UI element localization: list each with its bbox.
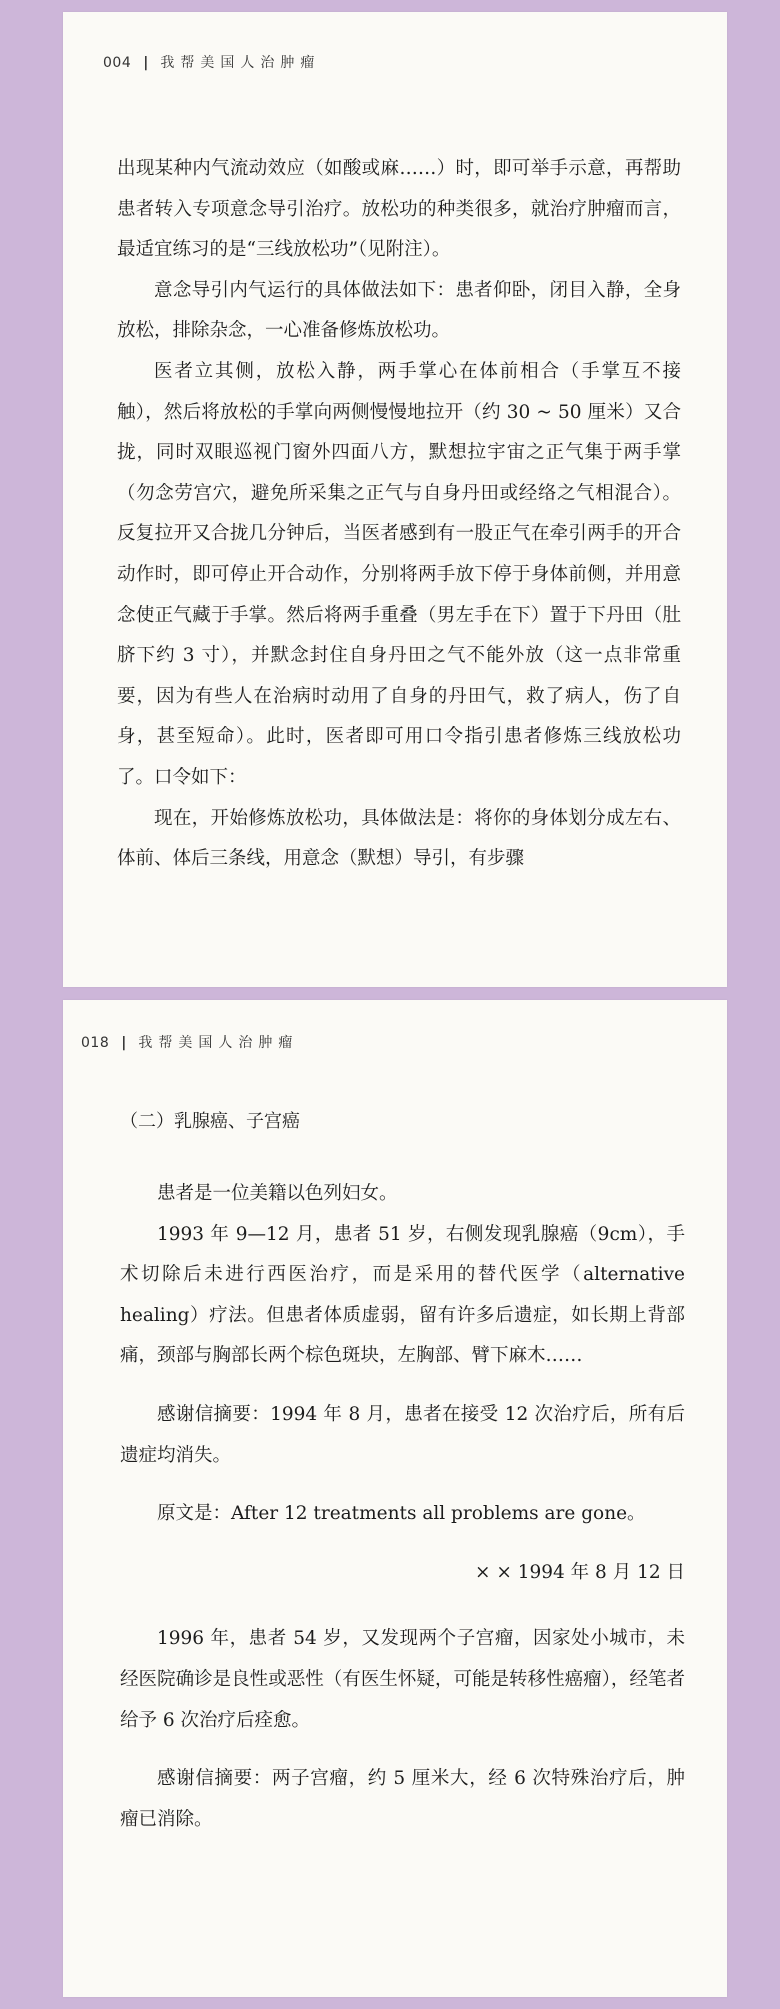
page-header [103,52,320,72]
page-body [120,1110,685,1840]
paragraph: 1996 年，患者 54 岁，又发现两个子宫瘤，因家处小城市，未经医院确诊是良性或恶性（有医生怀疑，可能是转移性癌瘤），经笔者给予 6 次治疗后痊愈。 [120,1628,685,1731]
paragraph: 医者立其侧，放松入静，两手掌心在体前相合（手掌互不接触），然后将放松的手掌向两侧慢慢地拉开（约 30 ~ 50 厘米）又合拢，同时双眼巡视门窗外四面八方，默想拉宇宙之正气集于两手掌（勿念劳宫穴，避免所采集之正气与自身丹田或经络之气相混合）。反复拉开又合拢几分钟后，当医者感到有一股正气在牵引两手的开合动作时，即可停止开合动作，分别将两手放下停于身体前侧，并用意念使正气藏于手掌。然后将两手重叠（男左手在下）置于下丹田（肚脐下约 3 寸），并默念封住自身丹田之气不能外放（这一点非常重要，因为有些人在治病时动用了自身的丹田气，救了病人，伤了自身，甚至短命）。此时，医者即可用口令指引患者修炼三线放松功了。口令如下： [117,360,681,788]
header-divider: | [121,1035,127,1051]
book-page-018 [63,1000,727,1997]
page-number: 018 [81,1035,110,1051]
paragraph: 现在，开始修炼放松功，具体做法是：将你的身体划分成左右、体前、体后三条线，用意念（默想）导引，有步骤 [117,807,681,870]
header-divider: | [143,55,149,71]
letter-date: × × 1994 年 8 月 12 日 [474,1561,685,1583]
paragraph: 意念导引内气运行的具体做法如下：患者仰卧，闭目入静，全身放松，排除杂念，一心准备修炼放松功。 [117,279,681,342]
paragraph: 出现某种内气流动效应（如酸或麻……）时，即可举手示意，再帮助患者转入专项意念导引治疗。放松功的种类很多，就治疗肿瘤而言，最适宜练习的是“三线放松功”（见附注）。 [117,158,681,261]
book-title: 我帮美国人治肿瘤 [160,55,321,71]
paragraph: 原文是：After 12 treatments all problems are gone。 [157,1503,646,1525]
book-page-004 [63,12,727,987]
book-title: 我帮美国人治肿瘤 [138,1035,299,1051]
page-header [81,1032,298,1052]
page-body [117,149,681,880]
page-number: 004 [103,55,132,71]
paragraph: 感谢信摘要：两子宫瘤，约 5 厘米大，经 6 次特殊治疗后，肿瘤已消除。 [120,1768,685,1830]
section-title: （二）乳腺癌、子宫癌 [120,1111,300,1132]
paragraph: 1993 年 9—12 月，患者 51 岁，右侧发现乳腺癌（9cm），手术切除后未进行西医治疗，而是采用的替代医学（alternative healing）疗法。但患者体质虚弱，留有许多后遗症，如长期上背部痛，颈部与胸部长两个棕色斑块，左胸部、臂下麻木…… [120,1223,685,1367]
paragraph: 感谢信摘要：1994 年 8 月，患者在接受 12 次治疗后，所有后遗症均消失。 [120,1403,685,1466]
paragraph: 患者是一位美籍以色列妇女。 [157,1183,398,1204]
